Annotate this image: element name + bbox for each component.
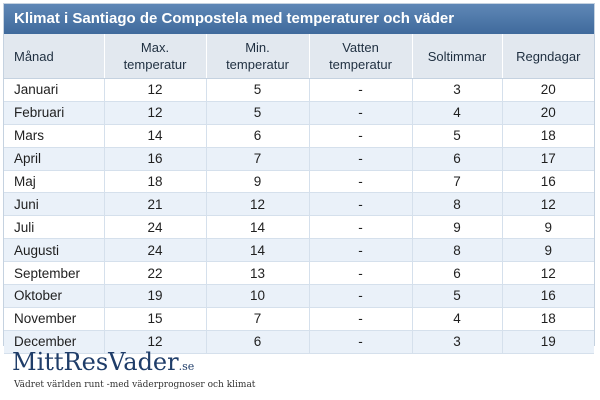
cell-sun-hours: 6 bbox=[412, 147, 502, 170]
cell-min-temperature: 7 bbox=[206, 307, 309, 330]
cell-month: Juli bbox=[4, 216, 104, 239]
cell-sun-hours: 8 bbox=[412, 193, 502, 216]
cell-month: Augusti bbox=[4, 239, 104, 262]
table-row bbox=[4, 193, 594, 216]
cell-water-temperature: - bbox=[309, 79, 412, 102]
header-row bbox=[4, 34, 594, 79]
cell-month: Januari bbox=[4, 79, 104, 102]
column-header-month: Månad bbox=[4, 34, 104, 79]
cell-month: December bbox=[4, 330, 104, 353]
table-row bbox=[4, 262, 594, 285]
cell-rain-days: 20 bbox=[502, 79, 594, 102]
cell-min-temperature: 6 bbox=[206, 330, 309, 353]
cell-water-temperature: - bbox=[309, 124, 412, 147]
cell-sun-hours: 3 bbox=[412, 79, 502, 102]
cell-min-temperature: 14 bbox=[206, 239, 309, 262]
cell-water-temperature: - bbox=[309, 101, 412, 124]
cell-rain-days: 9 bbox=[502, 239, 594, 262]
cell-max-temperature: 24 bbox=[104, 216, 206, 239]
cell-min-temperature: 6 bbox=[206, 124, 309, 147]
cell-month: November bbox=[4, 307, 104, 330]
table-row bbox=[4, 101, 594, 124]
cell-rain-days: 18 bbox=[502, 307, 594, 330]
table-row bbox=[4, 170, 594, 193]
cell-water-temperature: - bbox=[309, 216, 412, 239]
cell-rain-days: 16 bbox=[502, 285, 594, 308]
cell-month: Oktober bbox=[4, 285, 104, 308]
site-tagline: Vädret världen runt -med väderprognoser och klimat bbox=[14, 380, 256, 390]
cell-water-temperature: - bbox=[309, 170, 412, 193]
cell-sun-hours: 8 bbox=[412, 239, 502, 262]
cell-min-temperature: 7 bbox=[206, 147, 309, 170]
cell-max-temperature: 12 bbox=[104, 101, 206, 124]
cell-min-temperature: 9 bbox=[206, 170, 309, 193]
cell-water-temperature: - bbox=[309, 330, 412, 353]
cell-rain-days: 12 bbox=[502, 262, 594, 285]
cell-max-temperature: 19 bbox=[104, 285, 206, 308]
cell-water-temperature: - bbox=[309, 285, 412, 308]
cell-max-temperature: 16 bbox=[104, 147, 206, 170]
column-header-sun-hours: Soltimmar bbox=[412, 34, 502, 79]
climate-table-panel bbox=[3, 3, 595, 350]
cell-rain-days: 19 bbox=[502, 330, 594, 353]
cell-sun-hours: 4 bbox=[412, 101, 502, 124]
cell-rain-days: 9 bbox=[502, 216, 594, 239]
cell-max-temperature: 21 bbox=[104, 193, 206, 216]
cell-month: Juni bbox=[4, 193, 104, 216]
cell-min-temperature: 13 bbox=[206, 262, 309, 285]
cell-month: Mars bbox=[4, 124, 104, 147]
cell-rain-days: 18 bbox=[502, 124, 594, 147]
column-header-water-temperature: Vatten temperatur bbox=[309, 34, 412, 79]
cell-water-temperature: - bbox=[309, 147, 412, 170]
table-row bbox=[4, 239, 594, 262]
cell-max-temperature: 12 bbox=[104, 330, 206, 353]
table-title: Klimat i Santiago de Compostela med temperaturer och väder bbox=[4, 4, 594, 34]
cell-sun-hours: 3 bbox=[412, 330, 502, 353]
cell-rain-days: 16 bbox=[502, 170, 594, 193]
cell-month: Februari bbox=[4, 101, 104, 124]
table-row bbox=[4, 147, 594, 170]
cell-month: September bbox=[4, 262, 104, 285]
cell-min-temperature: 10 bbox=[206, 285, 309, 308]
cell-sun-hours: 6 bbox=[412, 262, 502, 285]
cell-min-temperature: 5 bbox=[206, 79, 309, 102]
cell-water-temperature: - bbox=[309, 307, 412, 330]
cell-sun-hours: 5 bbox=[412, 124, 502, 147]
cell-sun-hours: 9 bbox=[412, 216, 502, 239]
cell-water-temperature: - bbox=[309, 262, 412, 285]
table-row bbox=[4, 124, 594, 147]
cell-max-temperature: 18 bbox=[104, 170, 206, 193]
site-logo[interactable]: MittResVader.se bbox=[12, 348, 195, 376]
climate-table bbox=[4, 34, 594, 354]
cell-rain-days: 20 bbox=[502, 101, 594, 124]
column-header-max-temperature: Max. temperatur bbox=[104, 34, 206, 79]
cell-month: April bbox=[4, 147, 104, 170]
cell-max-temperature: 15 bbox=[104, 307, 206, 330]
cell-max-temperature: 14 bbox=[104, 124, 206, 147]
cell-water-temperature: - bbox=[309, 193, 412, 216]
cell-min-temperature: 12 bbox=[206, 193, 309, 216]
cell-max-temperature: 22 bbox=[104, 262, 206, 285]
cell-month: Maj bbox=[4, 170, 104, 193]
cell-max-temperature: 12 bbox=[104, 79, 206, 102]
column-header-rain-days: Regndagar bbox=[502, 34, 594, 79]
table-row bbox=[4, 216, 594, 239]
table-row bbox=[4, 285, 594, 308]
cell-water-temperature: - bbox=[309, 239, 412, 262]
cell-max-temperature: 24 bbox=[104, 239, 206, 262]
cell-sun-hours: 4 bbox=[412, 307, 502, 330]
table-row bbox=[4, 307, 594, 330]
table-body bbox=[4, 79, 594, 354]
table-row bbox=[4, 79, 594, 102]
cell-rain-days: 12 bbox=[502, 193, 594, 216]
cell-rain-days: 17 bbox=[502, 147, 594, 170]
column-header-min-temperature: Min. temperatur bbox=[206, 34, 309, 79]
cell-min-temperature: 5 bbox=[206, 101, 309, 124]
cell-sun-hours: 5 bbox=[412, 285, 502, 308]
cell-min-temperature: 14 bbox=[206, 216, 309, 239]
cell-sun-hours: 7 bbox=[412, 170, 502, 193]
